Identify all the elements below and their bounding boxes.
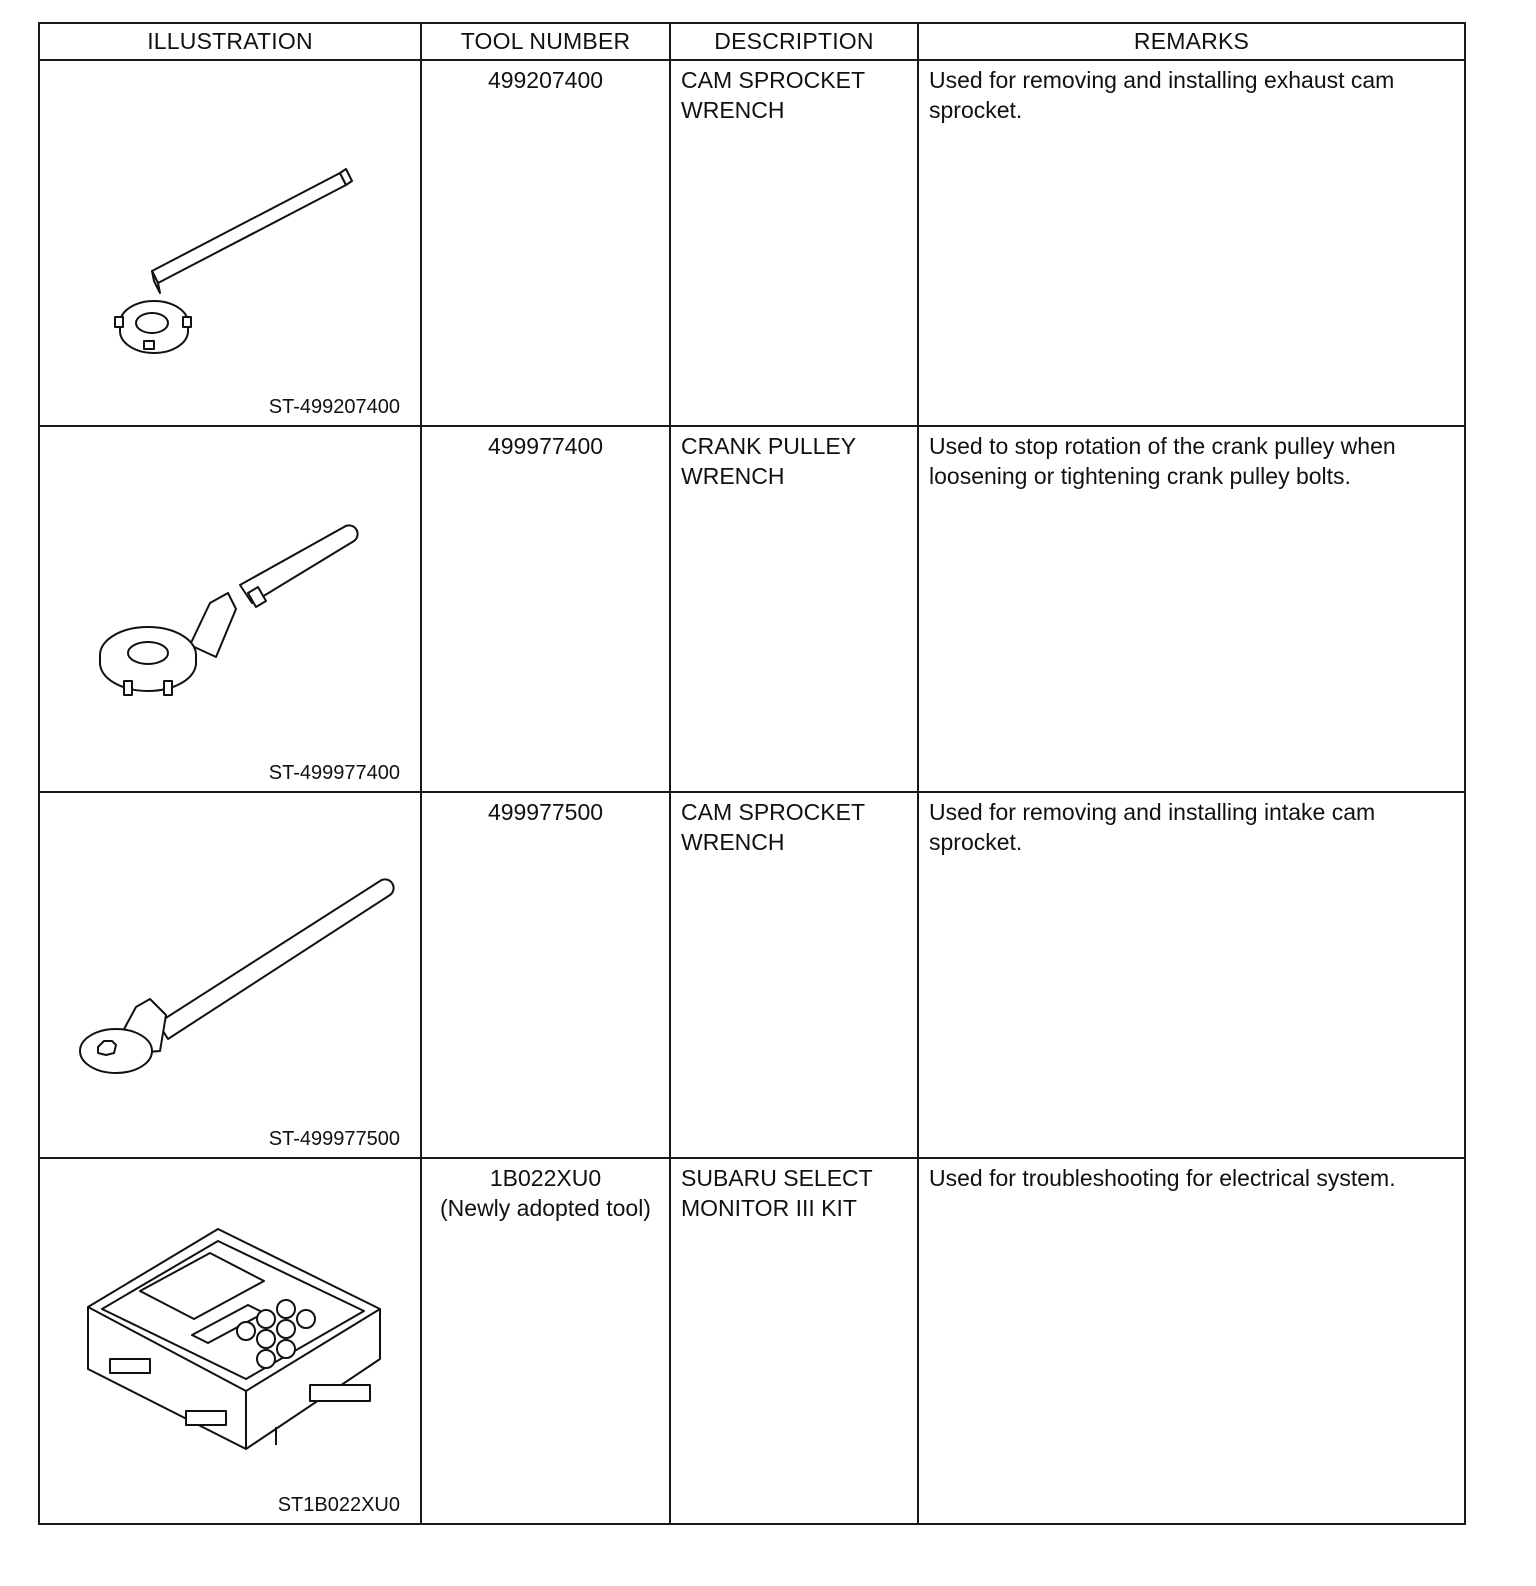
description-cell	[670, 1158, 918, 1524]
remarks-cell	[918, 1158, 1465, 1524]
tool-number-cell	[421, 1158, 670, 1524]
illustration-cell	[39, 1158, 421, 1524]
illustration-cell	[39, 792, 421, 1158]
illustration-code: ST-499977400	[268, 762, 400, 784]
table-row	[39, 792, 1465, 1158]
tool-number: 499207400	[487, 67, 604, 93]
remarks-cell	[918, 60, 1465, 426]
tool-number: 1B022XU0	[489, 1165, 602, 1191]
remarks-cell	[918, 426, 1465, 792]
remarks-line: Used for removing and installing intake cam	[929, 799, 1376, 825]
tool-number: 499977400	[487, 433, 604, 459]
tool-note: (Newly adopted tool)	[440, 1195, 651, 1221]
description-cell	[670, 792, 918, 1158]
illustration-cell	[39, 60, 421, 426]
description-cell	[670, 60, 918, 426]
illustration-code: ST1B022XU0	[277, 1494, 400, 1516]
tool-number-cell	[421, 426, 670, 792]
description-cell	[670, 426, 918, 792]
tool-number: 499977500	[487, 799, 604, 825]
illustration-code: ST-499977500	[268, 1128, 400, 1150]
description-line: CRANK PULLEY	[681, 433, 857, 459]
select-monitor-kit-icon	[40, 1159, 420, 1519]
illustration-code: ST-499207400	[268, 396, 400, 418]
description-line: MONITOR III KIT	[681, 1195, 857, 1221]
tool-number-cell	[421, 60, 670, 426]
cam-sprocket-wrench-icon	[40, 61, 420, 421]
table-row	[39, 60, 1465, 426]
cam-sprocket-wrench-icon	[40, 793, 420, 1153]
description-line: SUBARU SELECT	[681, 1165, 873, 1191]
remarks-line: loosening or tightening crank pulley bolts.	[929, 463, 1351, 489]
description-line: WRENCH	[681, 463, 785, 489]
remarks-line: sprocket.	[929, 97, 1023, 123]
table-row	[39, 1158, 1465, 1524]
remarks-line: Used for troubleshooting for electrical system.	[929, 1165, 1396, 1191]
table-row	[39, 426, 1465, 792]
header-tool-number: TOOL NUMBER	[421, 23, 670, 60]
remarks-line: Used to stop rotation of the crank pulley when	[929, 433, 1396, 459]
remarks-cell	[918, 792, 1465, 1158]
tool-number-cell	[421, 792, 670, 1158]
header-row	[39, 23, 1465, 60]
description-line: CAM SPROCKET	[681, 67, 866, 93]
illustration-cell	[39, 426, 421, 792]
remarks-line: sprocket.	[929, 829, 1023, 855]
header-illustration: ILLUSTRATION	[39, 23, 421, 60]
description-line: WRENCH	[681, 829, 785, 855]
description-line: CAM SPROCKET	[681, 799, 866, 825]
crank-pulley-wrench-icon	[40, 427, 420, 787]
header-description: DESCRIPTION	[670, 23, 918, 60]
remarks-line: Used for removing and installing exhaust cam	[929, 67, 1395, 93]
description-line: WRENCH	[681, 97, 785, 123]
special-tools-table	[38, 22, 1466, 1525]
header-remarks: REMARKS	[918, 23, 1465, 60]
